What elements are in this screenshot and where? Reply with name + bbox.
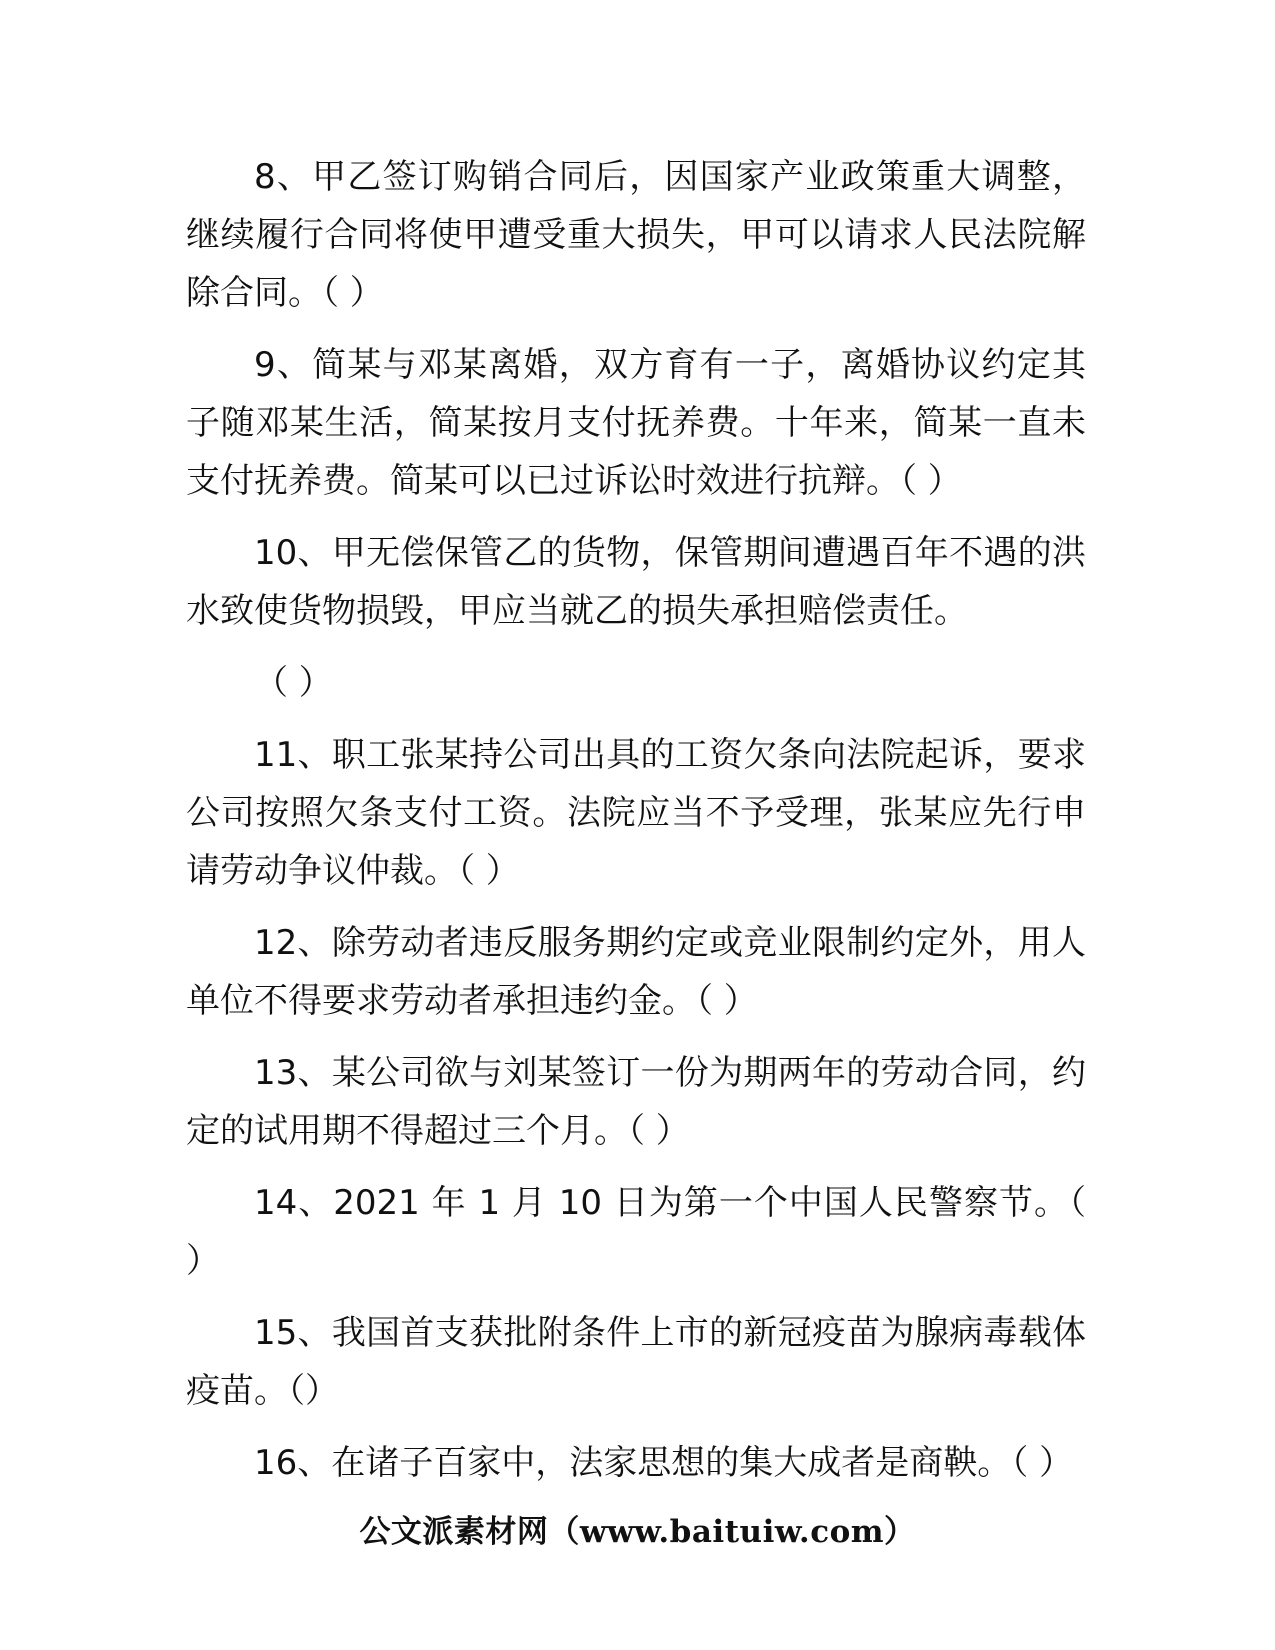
question-9: 9、简某与邓某离婚，双方育有一子，离婚协议约定其子随邓某生活，简某按月支付抚养费。十年来，简某一直未支付抚养费。简某可以已过诉讼时效进行抗辩。（ ） <box>186 345 1086 501</box>
question-10-answer-bracket: （ ） <box>254 663 333 703</box>
question-13: 13、某公司欲与刘某签订一份为期两年的劳动合同，约定的试用期不得超过三个月。（ ） <box>186 1053 1086 1151</box>
question-12: 12、除劳动者违反服务期约定或竞业限制约定外，用人单位不得要求劳动者承担违约金。（ ） <box>186 923 1086 1021</box>
question-10: 10、甲无偿保管乙的货物，保管期间遭遇百年不遇的洪水致使货物损毁，甲应当就乙的损失承担赔偿责任。 <box>186 533 1086 631</box>
question-16: 16、在诸子百家中，法家思想的集大成者是商鞅。（ ） <box>254 1443 1074 1483</box>
question-15: 15、我国首支获批附条件上市的新冠疫苗为腺病毒载体疫苗。（） <box>186 1313 1086 1411</box>
footer-watermark: 公文派素材网（www.baituiw.com） <box>359 1514 916 1550</box>
question-14: 14、2021 年 1 月 10 日为第一个中国人民警察节。（ ） <box>186 1183 1097 1281</box>
question-list <box>186 148 1097 1506</box>
question-11: 11、职工张某持公司出具的工资欠条向法院起诉，要求公司按照欠条支付工资。法院应当不予受理，张某应先行申请劳动争议仲裁。（ ） <box>186 735 1086 891</box>
question-8: 8、甲乙签订购销合同后，因国家产业政策重大调整，继续履行合同将使甲遭受重大损失，甲可以请求人民法院解除合同。（ ） <box>186 157 1086 313</box>
